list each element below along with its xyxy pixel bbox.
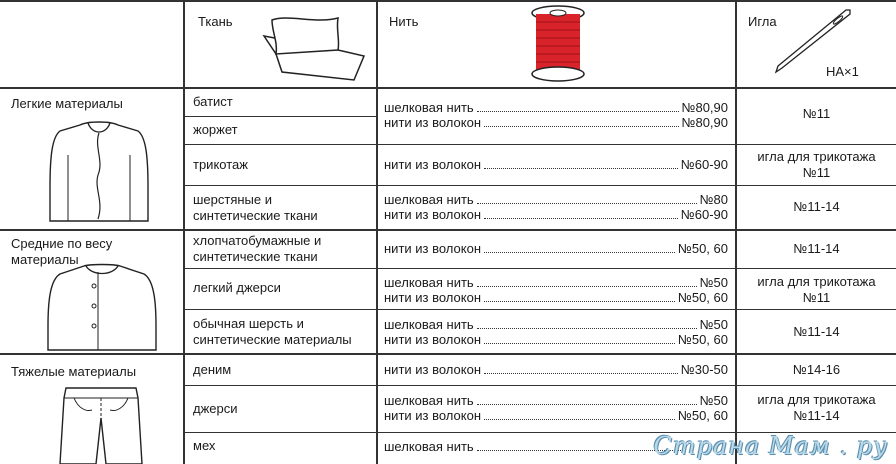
thread-cell: шелковая нить №80,90 нити из волокон №80,90: [384, 100, 728, 130]
needle-cell: №11-14: [793, 199, 840, 214]
needle-cell: №11-14: [793, 324, 840, 339]
table-top-border: [0, 0, 896, 2]
needle-cell: №14-16: [792, 362, 841, 377]
needle-icon: [770, 6, 854, 76]
fabric-icon: [258, 10, 370, 82]
thread-cell: шелковая нить №50 нити из волокон №50, 60: [384, 317, 728, 347]
jacket-illustration: [40, 262, 164, 352]
col-divider-2: [376, 0, 378, 464]
thread-cell: шелковая нить №80 нити из волокон №60-90: [384, 192, 728, 222]
col-divider-1: [183, 0, 185, 464]
row-sep: [183, 185, 896, 186]
fabric-cell: трикотаж: [193, 157, 248, 172]
header-thread: Нить: [389, 14, 419, 29]
fabric-cell: батист: [193, 94, 233, 109]
fabric-cell: жоржет: [193, 122, 238, 137]
fabric-cell: хлопчатобумажные и синтетические ткани: [193, 233, 322, 264]
needle-cell: №11: [802, 106, 831, 121]
header-fabric: Ткань: [198, 14, 233, 29]
group-divider-2: [0, 353, 896, 355]
blouse-illustration: [40, 117, 158, 225]
row-sep: [183, 309, 896, 310]
needle-cell: №11-14: [793, 241, 840, 256]
needle-cell: игла для трикотажа №11-14: [757, 392, 876, 423]
row-sep: [183, 268, 896, 269]
thread-cell: шелковая нить: [384, 439, 684, 454]
row-sep: [183, 144, 896, 145]
fabric-cell: шерстяные и синтетические ткани: [193, 192, 318, 223]
fabric-cell: легкий джерси: [193, 280, 281, 295]
fabric-cell: обычная шерсть и синтетические материалы: [193, 316, 352, 347]
header-bottom-border: [0, 87, 896, 89]
group-light-label: Легкие материалы: [11, 96, 123, 111]
fabric-cell: джерси: [193, 401, 238, 416]
thread-cell: шелковая нить №50 нити из волокон №50, 60: [384, 275, 728, 305]
header-needle: Игла: [748, 14, 777, 29]
row-sep: [183, 116, 376, 117]
group-medium-label: Средние по весу материалы: [11, 236, 113, 267]
site-watermark: Страна Мам . ру: [653, 432, 888, 460]
group-heavy-label: Тяжелые материалы: [11, 364, 137, 379]
thread-cell: нити из волокон №50, 60: [384, 241, 728, 256]
thread-spool-icon: [528, 4, 588, 84]
group-divider-1: [0, 229, 896, 231]
fabric-cell: деним: [193, 362, 232, 377]
needle-cell: игла для трикотажа №11: [757, 274, 876, 305]
thread-cell: шелковая нить №50 нити из волокон №50, 60: [384, 393, 728, 423]
row-sep: [183, 385, 896, 386]
thread-cell: нити из волокон №60-90: [384, 157, 728, 172]
trousers-illustration: [56, 384, 146, 464]
needle-type-label: НА×1: [826, 64, 859, 79]
thread-cell: нити из волокон №30-50: [384, 362, 728, 377]
needle-cell: игла для трикотажа №11: [757, 149, 876, 180]
fabric-cell: мех: [193, 438, 216, 453]
